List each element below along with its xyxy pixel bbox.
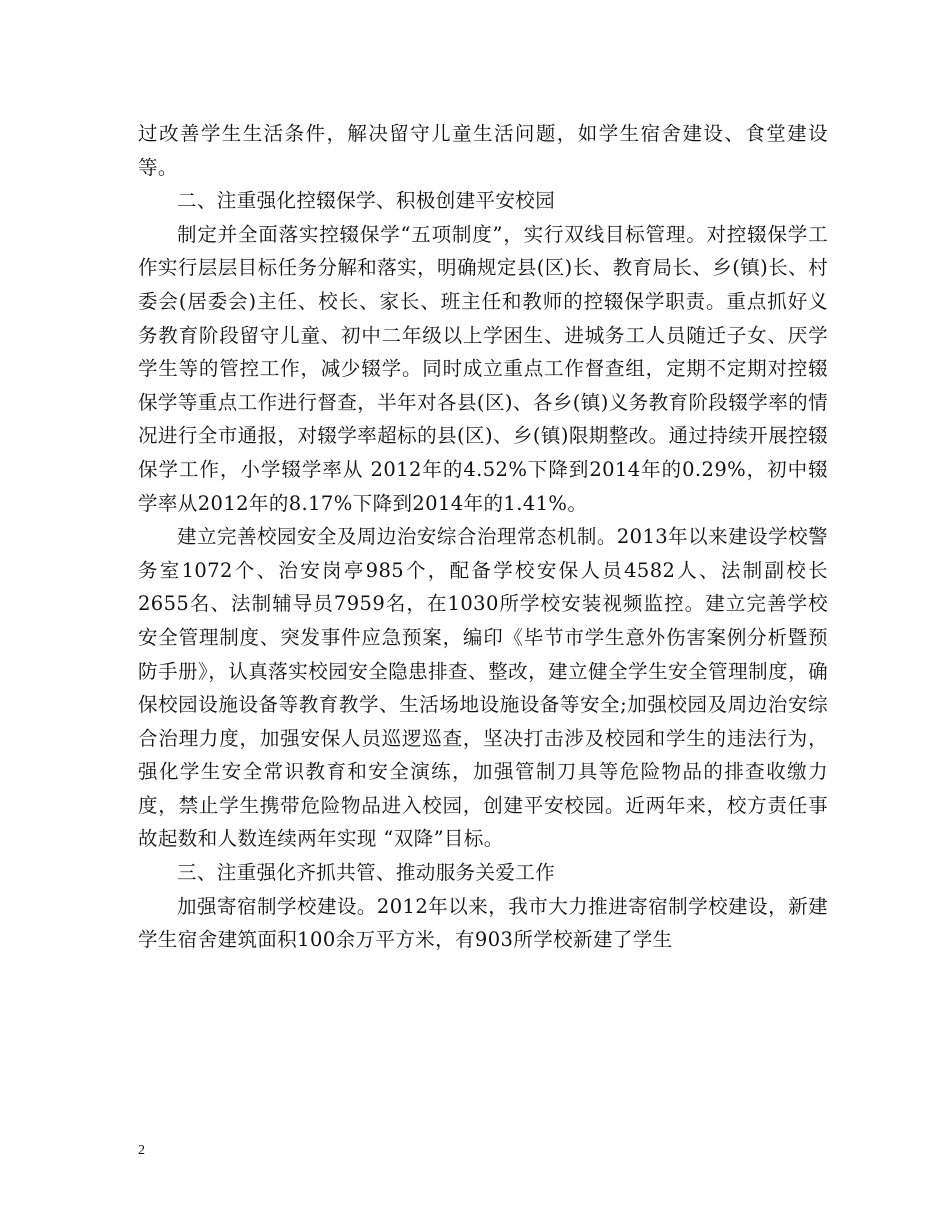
- page-number: 2: [138, 1143, 145, 1158]
- paragraph-dropout-control: 制定并全面落实控辍保学“五项制度”，实行双线目标管理。对控辍保学工作实行层层目标任务分解和落实，明确规定县(区)长、教育局长、乡(镇)长、村委会(居委会)主任、校长、家长、班主任和教师的控辍保学职责。重点抓好义务教育阶段留守儿童、初中二年级以上学困生、进城务工人员随迁子女、厌学学生等的管控工作，减少辍学。同时成立重点工作督查组，定期不定期对控辍保学等重点工作进行督查，半年对各县(区)、各乡(镇)义务教育阶段辍学率的情况进行全市通报，对辍学率超标的县(区)、乡(镇)限期整改。通过持续开展控辍保学工作，小学辍学率从 2012年的4.52%下降到2014年的0.29%，初中辍学率从2012年的8.17%下降到2014年的1.41%。: [138, 222, 828, 515]
- section-heading-two: 二、注重强化控辍保学、积极创建平安校园: [177, 189, 556, 213]
- paragraph-campus-safety: 建立完善校园安全及周边治安综合治理常态机制。2013年以来建设学校警务室1072个、治安岗亭985个，配备学校安保人员4582人、法制副校长 2655名、法制辅导员7959名，在1030所学校安装视频监控。建立完善学校安全管理制度、突发事件应急预案，编印《毕节市学生意外伤害案例分析暨预防手册》，认真落实校园安全隐患排查、整改，建立健全学生安全管理制度，确保校园设施设备等教育教学、生活场地设施设备等安全;加强校园及周边治安综合治理力度，加强安保人员巡逻巡查，坚决打击涉及校园和学生的违法行为，强化学生安全常识教育和安全演练，加强管制刀具等危险物品的排查收缴力度，禁止学生携带危险物品进入校园，创建平安校园。近两年来，校方责任事故起数和人数连续两年实现 “双降”目标。: [138, 525, 828, 851]
- paragraph-continuation: 过改善学生生活条件，解决留守儿童生活问题，如学生宿舍建设、食堂建设等。: [138, 122, 828, 179]
- body-text: [138, 117, 828, 957]
- section-heading-three: 三、注重强化齐抓共管、推动服务关爱工作: [177, 861, 556, 885]
- paragraph-boarding-schools: 加强寄宿制学校建设。2012年以来，我市大力推进寄宿制学校建设，新建学生宿舍建筑面积100余万平方米，有903所学校新建了学生: [138, 894, 828, 952]
